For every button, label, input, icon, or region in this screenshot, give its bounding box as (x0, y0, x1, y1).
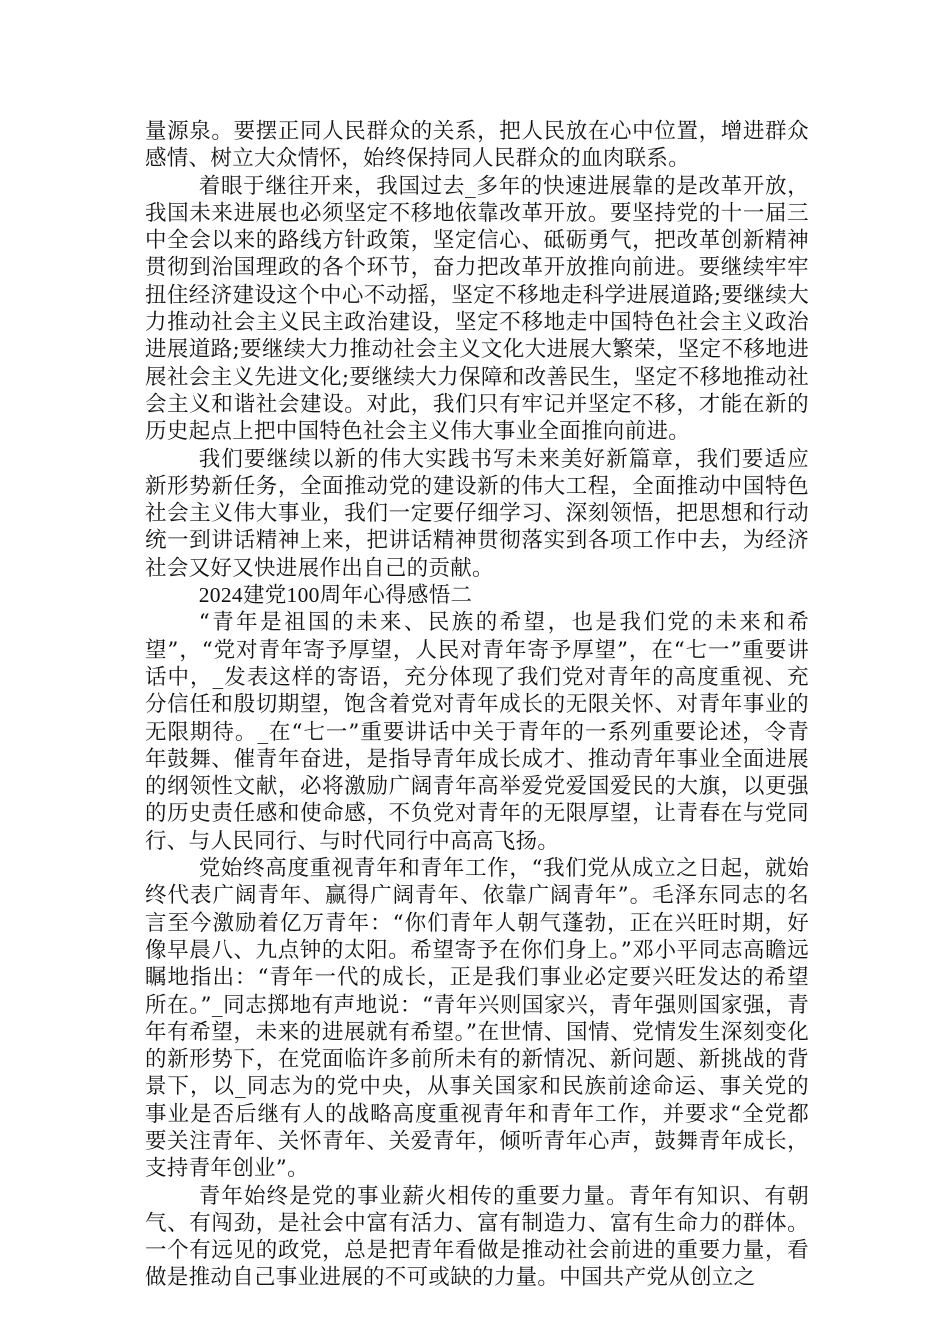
document-page (145, 118, 809, 1292)
paragraph-2: 着眼于继往开来，我国过去_多年的快速进展靠的是改革开放，我国未来进展也必须坚定不移地依靠改革开放。要坚持党的十一届三中全会以来的路线方针政策，坚定信心、砥砺勇气，把改革创新精神贯彻到治国理政的各个环节，奋力把改革开放推向前进。要继续牢牢扭住经济建设这个中心不动摇，坚定不移地走科学进展道路;要继续大力推动社会主义民主政治建设，坚定不移地走中国特色社会主义政治进展道路;要继续大力推动社会主义文化大进展大繁荣，坚定不移地进展社会主义先进文化;要继续大力保障和改善民生，坚定不移地推动社会主义和谐社会建设。对此，我们只有牢记并坚定不移，才能在新的历史起点上把中国特色社会主义伟大事业全面推向前进。 (145, 173, 809, 445)
paragraph-1: 量源泉。要摆正同人民群众的关系，把人民放在心中位置，增进群众感情、树立大众情怀，始终保持同人民群众的血肉联系。 (145, 119, 809, 172)
section-heading: 2024建党100周年心得感悟二 (198, 583, 473, 608)
paragraph-5: 党始终高度重视青年和青年工作，“我们党从成立之日起，就始终代表广阔青年、赢得广阔青年、依靠广阔青年”。毛泽东同志的名言至今激励着亿万青年：“你们青年人朝气蓬勃，正在兴旺时期，好像早晨八、九点钟的太阳。希望寄予在你们身上。”邓小平同志高瞻远瞩地指出：“青年一代的成长，正是我们事业必定要兴旺发达的希望所在。”_同志掷地有声地说：“青年兴则国家兴，青年强则国家强，青年有希望，未来的进展就有希望。”在世情、国情、党情发生深刻变化的新形势下，在党面临许多前所未有的新情况、新问题、新挑战的背景下，以_同志为的党中央，从事关国家和民族前途命运、事关党的事业是否后继有人的战略高度重视青年和青年工作，并要求“全党都要关注青年、关怀青年、关爱青年，倾听青年心声，鼓舞青年成长，支持青年创业”。 (145, 856, 809, 1182)
paragraph-4: “青年是祖国的未来、民族的希望，也是我们党的未来和希望”，“党对青年寄予厚望，人民对青年寄予厚望”，在“七一”重要讲话中，_发表这样的寄语，充分体现了我们党对青年的高度重视、充分信任和殷切期望，饱含着党对青年成长的无限关怀、对青年事业的无限期待。_在“七一”重要讲话中关于青年的一系列重要论述，令青年鼓舞、催青年奋进，是指导青年成长成才、推动青年事业全面进展的纲领性文献，必将激励广阔青年高举爱党爱国爱民的大旗，以更强的历史责任感和使命感，不负党对青年的无限厚望，让青春在与党同行、与人民同行、与时代同行中高高飞扬。 (145, 610, 809, 854)
paragraph-3: 我们要继续以新的伟大实践书写未来美好新篇章，我们要适应新形势新任务，全面推动党的建设新的伟大工程，全面推动中国特色社会主义伟大事业，我们一定要仔细学习、深刻领悟，把思想和行动统一到讲话精神上来，把讲话精神贯彻落实到各项工作中去，为经济社会又好又快进展作出自己的贡献。 (145, 446, 809, 581)
paragraph-6: 青年始终是党的事业薪火相传的重要力量。青年有知识、有朝气、有闯劲，是社会中富有活力、富有制造力、富有生命力的群体。一个有远见的政党，总是把青年看做是推动社会前进的重要力量，看做是推动自己事业进展的不可或缺的力量。中国共产党从创立之 (145, 1183, 809, 1291)
